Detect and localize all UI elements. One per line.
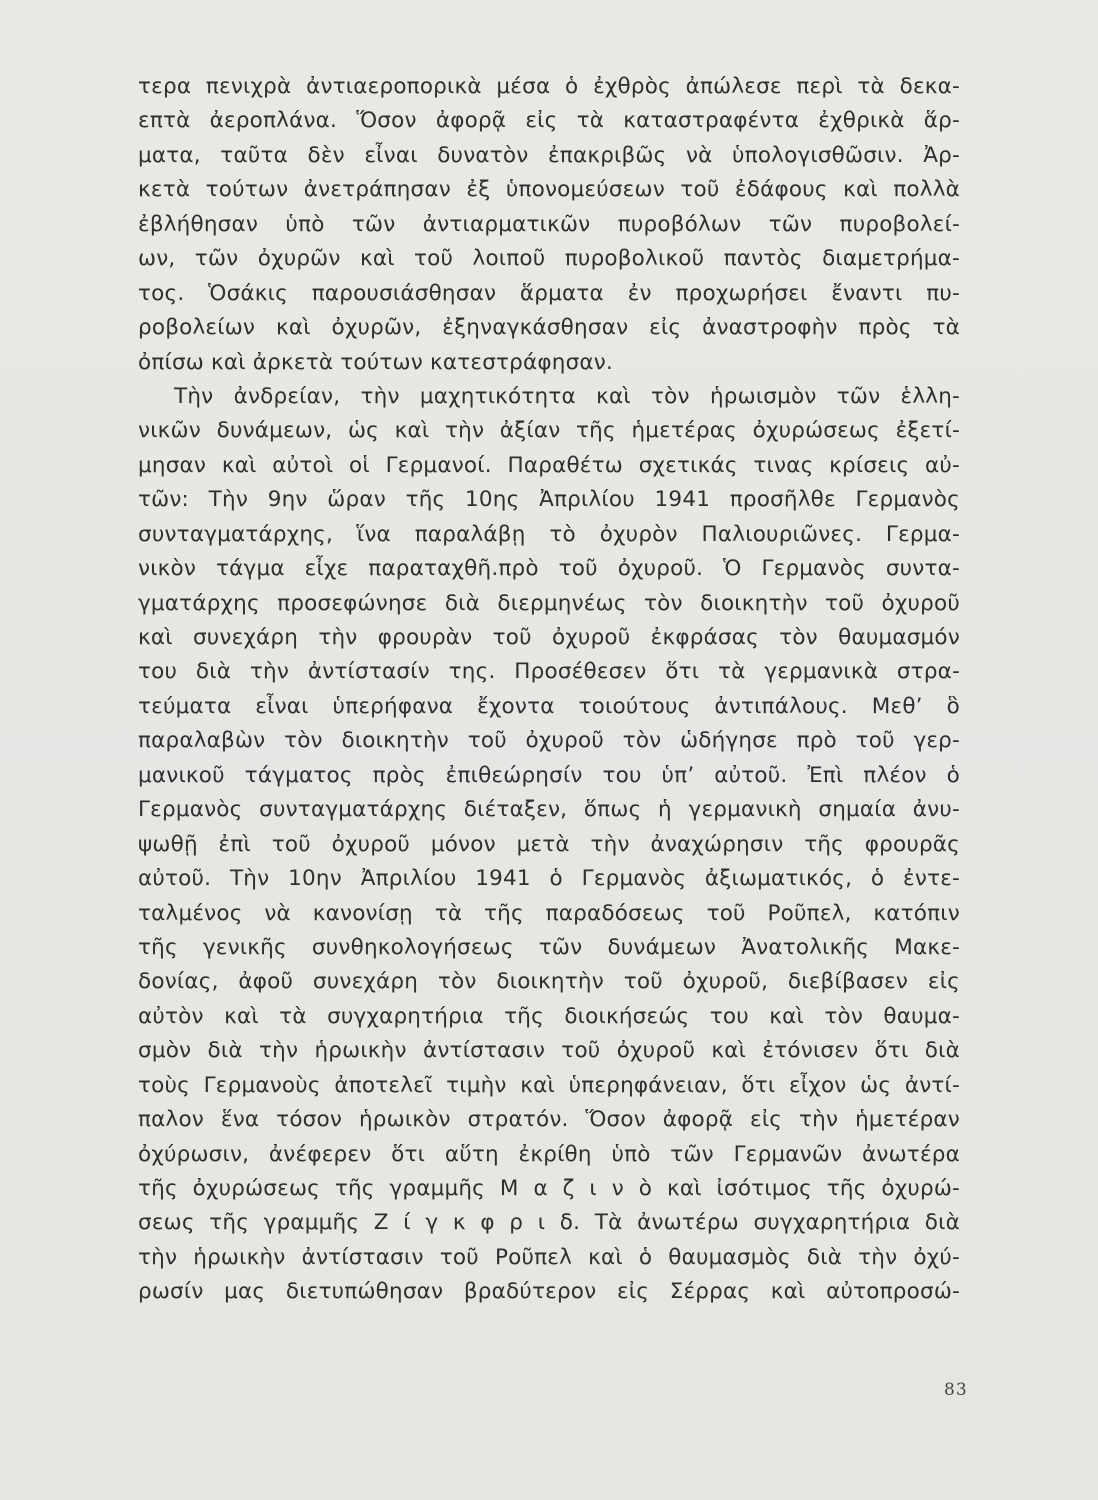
text-line: ροβολείων καὶ ὀχυρῶν, ἐξηναγκάσθησαν εἰς ἀναστροφὴν πρὸς τὰ xyxy=(138,315,960,341)
text-line: τῆς ὀχυρώσεως τῆς γραμμῆς Μ α ζ ι ν ὸ καὶ ἰσότιμος τῆς ὀχυρώ- xyxy=(138,1176,960,1201)
text-line: κετὰ τούτων ἀνετράπησαν ἐξ ὑπονομεύσεων τοῦ ἐδάφους καὶ πολλὰ xyxy=(138,177,960,203)
text-line: ψωθῇ ἐπὶ τοῦ ὀχυροῦ μόνον μετὰ τὴν ἀναχώρησιν τῆς φρουρᾶς xyxy=(138,831,960,857)
text-line: νικῶν δυνάμεων, ὡς καὶ τὴν ἀξίαν τῆς ἡμετέρας ὀχυρώσεως ἐξετί- xyxy=(138,418,960,444)
text-line: Τὴν ἀνδρείαν, τὴν μαχητικότητα καὶ τὸν ἡρωισμὸν τῶν ἑλλη- xyxy=(174,383,960,409)
text-line: νικὸν τάγμα εἶχε παραταχθῆ.πρὸ τοῦ ὀχυροῦ. Ὁ Γερμανὸς συντα- xyxy=(138,556,960,582)
text-line: σεως τῆς γραμμῆς Ζ ί γ κ φ ρ ι δ. Τὰ ἀνωτέρω συγχαρητήρια διὰ xyxy=(138,1210,960,1236)
text-line: παραλαβὼν τὸν διοικητὴν τοῦ ὀχυροῦ τὸν ὡδήγησε πρὸ τοῦ γερ- xyxy=(138,728,960,754)
text-line: Γερμανὸς συνταγματάρχης διέταξεν, ὅπως ἡ γερμανικὴ σημαία ἀνυ- xyxy=(138,797,960,823)
text-line: τὴν ἡρωικὴν ἀντίστασιν τοῦ Ροῦπελ καὶ ὁ θαυμασμὸς διὰ τὴν ὀχύ- xyxy=(138,1244,960,1270)
text-line: ταλμένος νὰ κανονίσῃ τὰ τῆς παραδόσεως τοῦ Ροῦπελ, κατόπιν xyxy=(138,900,960,926)
text-line: γματάρχης προσεφώνησε διὰ διερμηνέως τὸν διοικητὴν τοῦ ὀχυροῦ xyxy=(138,590,960,616)
text-line: ων, τῶν ὀχυρῶν καὶ τοῦ λοιποῦ πυροβολικοῦ παντὸς διαμετρήμα- xyxy=(138,246,960,272)
page-number: 83 xyxy=(944,1380,968,1400)
text-line: επτὰ ἀεροπλάνα. Ὅσον ἀφορᾷ εἰς τὰ καταστραφέντα ἐχθρικὰ ἅρ- xyxy=(138,108,960,134)
text-line: τῆς γενικῆς συνθηκολογήσεως τῶν δυνάμεων Ἀνατολικῆς Μακε- xyxy=(138,934,960,960)
text-line: ρωσίν μας διετυπώθησαν βραδύτερον εἰς Σέρρας καὶ αὐτοπροσώ- xyxy=(138,1279,960,1305)
text-line: του διὰ τὴν ἀντίστασίν της. Προσέθεσεν ὅτι τὰ γερμανικὰ στρα- xyxy=(138,659,960,685)
text-line: τος. Ὁσάκις παρουσιάσθησαν ἅρματα ἐν προχωρήσει ἔναντι πυ- xyxy=(138,280,960,306)
text-line: τῶν: Τὴν 9ην ὥραν τῆς 10ης Ἀπριλίου 1941 προσῆλθε Γερμανὸς xyxy=(138,487,960,513)
text-line: ὀχύρωσιν, ἀνέφερεν ὅτι αὕτη ἐκρίθη ὑπὸ τῶν Γερμανῶν ἀνωτέρα xyxy=(138,1141,960,1167)
text-line: τεύματα εἶναι ὑπερήφανα ἔχοντα τοιούτους ἀντιπάλους. Μεθ’ ὃ xyxy=(138,693,960,719)
text-line: ὀπίσω καὶ ἀρκετὰ τούτων κατεστράφησαν. xyxy=(138,349,614,375)
body-text xyxy=(138,70,960,1310)
text-line: συνταγματάρχης, ἵνα παραλάβῃ τὸ ὀχυρὸν Παλιουριῶνες. Γερμα- xyxy=(138,521,960,547)
text-line: ματα, ταῦτα δὲν εἶναι δυνατὸν ἐπακριβῶς νὰ ὑπολογισθῶσιν. Ἀρ- xyxy=(138,142,960,168)
text-line: αὐτὸν καὶ τὰ συγχαρητήρια τῆς διοικήσεώς του καὶ τὸν θαυμα- xyxy=(138,1003,960,1029)
text-line: ἐβλήθησαν ὑπὸ τῶν ἀντιαρματικῶν πυροβόλων τῶν πυροβολεί- xyxy=(138,211,960,237)
text-line: καὶ συνεχάρη τὴν φρουρὰν τοῦ ὀχυροῦ ἐκφράσας τὸν θαυμασμόν xyxy=(138,625,960,650)
paragraph-1 xyxy=(138,70,960,380)
text-line: δονίας, ἀφοῦ συνεχάρη τὸν διοικητὴν τοῦ ὀχυροῦ, διεβίβασεν εἰς xyxy=(138,969,960,995)
text-line: αὐτοῦ. Τὴν 10ην Ἀπριλίου 1941 ὁ Γερμανὸς ἀξιωματικός, ὁ ἐντε- xyxy=(138,866,960,892)
paragraph-2 xyxy=(138,380,960,1310)
text-line: σμὸν διὰ τὴν ἡρωικὴν ἀντίστασιν τοῦ ὀχυροῦ καὶ ἐτόνισεν ὅτι διὰ xyxy=(138,1038,960,1064)
text-line: τερα πενιχρὰ ἀντιαεροπορικὰ μέσα ὁ ἐχθρὸς ἀπώλεσε περὶ τὰ δεκα- xyxy=(138,74,960,99)
text-line: τοὺς Γερμανοὺς ἀποτελεῖ τιμὴν καὶ ὑπερηφάνειαν, ὅτι εἶχον ὡς ἀντί- xyxy=(138,1072,960,1098)
text-line: παλον ἕνα τόσον ἡρωικὸν στρατόν. Ὅσον ἀφορᾷ εἰς τὴν ἡμετέραν xyxy=(138,1107,960,1133)
text-line: μησαν καὶ αὐτοὶ οἱ Γερμανοί. Παραθέτω σχετικάς τινας κρίσεις αὐ- xyxy=(138,452,960,478)
text-line: μανικοῦ τάγματος πρὸς ἐπιθεώρησίν του ὑπ’ αὐτοῦ. Ἐπὶ πλέον ὁ xyxy=(138,762,960,788)
